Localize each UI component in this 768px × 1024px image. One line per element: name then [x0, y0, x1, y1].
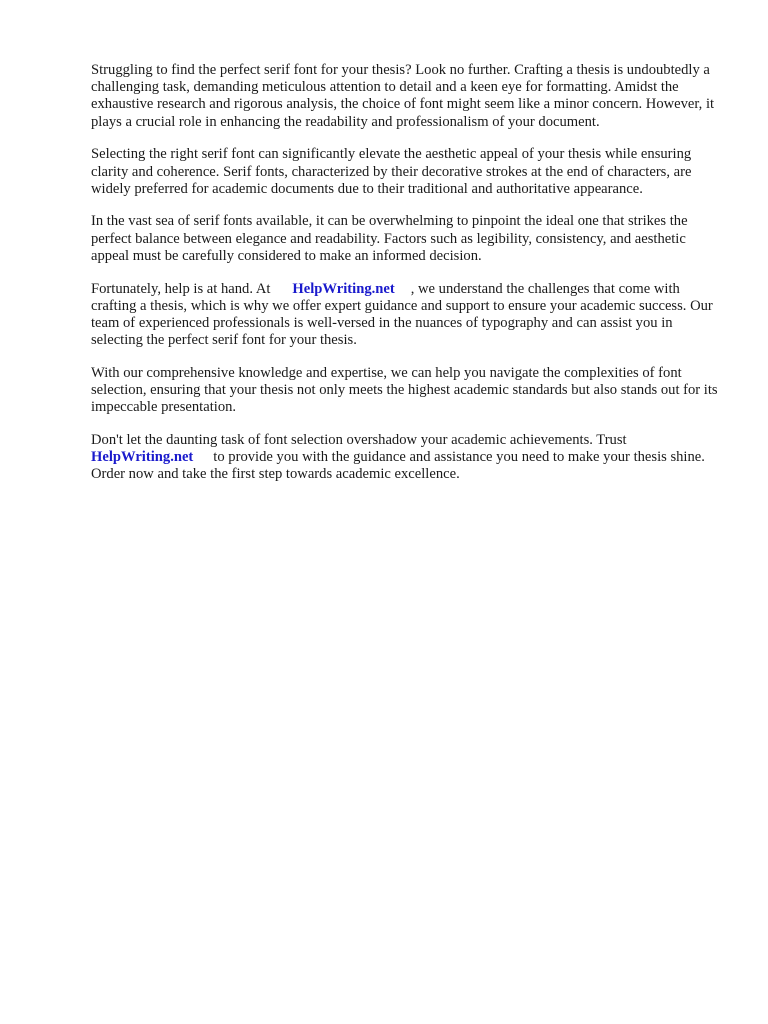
paragraph-closing: [91, 432, 723, 484]
paragraph-fortunately-end: , we understand the challenges that come with crafting a thesis, which is why we offer expert guidance and support to ensure your academic success. Our team of experienced professionals is well-versed in the nuances of typography and can assist you in selecting the perfect serif font for your thesis.: [91, 280, 713, 349]
paragraph-vast-sea: In the vast sea of serif fonts available, it can be overwhelming to pinpoint the ideal one that strikes the perfect balance between elegance and readability. Factors such as legibility, consistency, and aesthetic appeal must be carefully considered to make an informed decision.: [91, 213, 688, 264]
paragraph-fortunately: [91, 281, 723, 350]
helpwriting-link-2[interactable]: HelpWriting.net: [91, 449, 194, 466]
paragraph-expertise: With our comprehensive knowledge and expertise, we can help you navigate the complexities of font selection, ensuring that your thesis not only meets the highest academic standards but also stands out for its impeccable presentation.: [91, 364, 718, 416]
helpwriting-link[interactable]: HelpWriting.net: [292, 280, 395, 297]
paragraph-intro: Struggling to find the perfect serif font for your thesis? Look no further. Crafting a thesis is undoubtedly a challenging task, demanding meticulous attention to detail and a keen eye for formatting. Amidst the exhaustive research and rigorous analysis, the choice of font might seem like a minor concern. However, it plays a crucial role in enhancing the readability and professionalism of your document.: [91, 62, 715, 130]
document-body: [91, 62, 723, 499]
paragraph-selecting: Selecting the right serif font can significantly elevate the aesthetic appeal of your thesis while ensuring clarity and coherence. Serif fonts, characterized by their decorative strokes at the end of characters, are widely preferred for academic documents due to their traditional and authoritative appearance.: [91, 146, 692, 197]
paragraph-closing-start: Don't let the daunting task of font selection overshadow your academic achievements. Trust: [91, 431, 627, 448]
paragraph-closing-end: to provide you with the guidance and assistance you need to make your thesis shine. Order now and take the first step towards academic excellence.: [91, 449, 705, 483]
paragraph-fortunately-start: Fortunately, help is at hand. At: [91, 280, 271, 297]
